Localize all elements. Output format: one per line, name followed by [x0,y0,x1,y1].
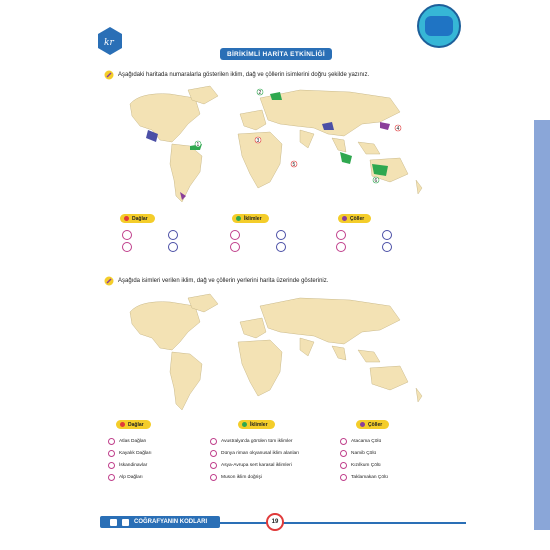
green-dot-icon [236,216,241,221]
instagram-icon [110,519,117,526]
legend-coller-1: Çöller [338,214,371,223]
svg-text:1: 1 [196,142,200,148]
red-dot-icon [124,216,129,221]
purple-dot-icon [342,216,347,221]
answer-slot[interactable] [336,230,346,240]
svg-text:5: 5 [292,162,296,168]
svg-text:2: 2 [258,90,262,96]
legend-coller-2: Çöller [356,420,389,429]
svg-text:4: 4 [396,126,400,132]
dag-item[interactable]: Atlas Dağları [108,438,146,445]
footer-line [220,522,466,524]
iklim-item[interactable]: Muson iklim doğrişi [210,474,262,481]
page-number: 19 [266,513,284,531]
brand-logo-icon [97,26,123,56]
iklim-item[interactable]: Avustralya'da görülen tüm iklimler [210,438,292,445]
iklim-item[interactable]: Asya-Avrupa sert karasal iklimleri [210,462,292,469]
dag-item[interactable]: İskandinavlar [108,462,147,469]
svg-text:6: 6 [374,178,378,184]
answer-slot[interactable] [382,230,392,240]
answer-slot[interactable] [230,230,240,240]
world-map-1[interactable] [100,84,440,209]
legend-iklimler-2: İklimler [238,420,275,429]
answer-slot[interactable] [122,230,132,240]
answer-slot[interactable] [122,242,132,252]
purple-dot-icon [360,422,365,427]
answer-slot[interactable] [276,230,286,240]
dag-item[interactable]: Kayalık Dağları [108,450,152,457]
answer-slot[interactable] [230,242,240,252]
corner-badge-icon [417,4,461,48]
col-item[interactable]: Kızılkum Çölü [340,462,381,469]
instruction-2: Aşağıda isimleri verilen iklim, dağ ve çöllerin yerlerini harita üzerinde gösteriniz. [104,276,328,286]
activity-title: BİRİKİMLİ HARİTA ETKİNLİĞİ [220,48,332,60]
footer-brand: COĞRAFYANIN KODLARI [100,516,220,528]
legend-daglar-1: Dağlar [120,214,155,223]
answer-slot[interactable] [382,242,392,252]
dag-item[interactable]: Alp Dağları [108,474,143,481]
answer-slot[interactable] [276,242,286,252]
answer-slot[interactable] [336,242,346,252]
svg-text:3: 3 [256,138,260,144]
pencil-icon [104,276,114,286]
col-item[interactable]: Atacama Çölü [340,438,381,445]
youtube-icon [122,519,129,526]
legend-iklimler-1: İklimler [232,214,269,223]
instruction-1: Aşağıdaki haritada numaralarla gösterilen iklim, dağ ve çöllerin isimlerini doğru şekilde yazınız. [104,70,369,80]
answer-slot[interactable] [168,230,178,240]
legend-daglar-2: Dağlar [116,420,151,429]
svg-text:kr: kr [104,38,114,48]
iklim-item[interactable]: Dünya riman okyanusal iklim alanları [210,450,299,457]
side-strip [534,120,550,530]
world-map-2[interactable] [100,292,440,417]
green-dot-icon [242,422,247,427]
answer-slot[interactable] [168,242,178,252]
col-item[interactable]: Taklamakan Çölü [340,474,388,481]
pencil-icon [104,70,114,80]
col-item[interactable]: Namib Çölü [340,450,376,457]
red-dot-icon [120,422,125,427]
